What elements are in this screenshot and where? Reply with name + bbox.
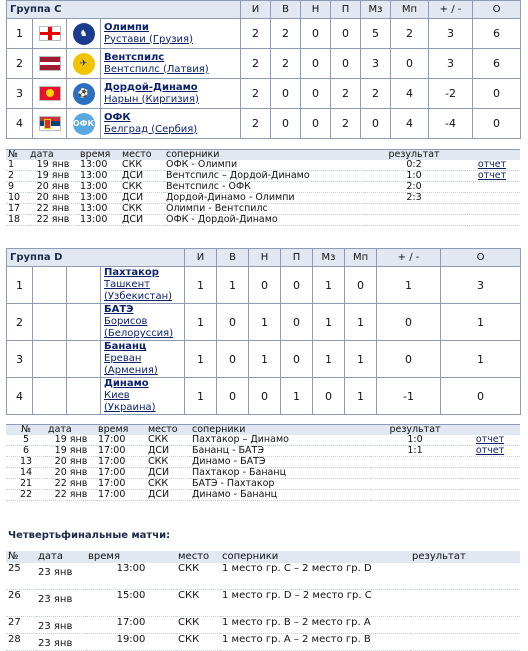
team-city-link[interactable]: Ташкент (Узбекистан) xyxy=(104,279,173,302)
stat: 0 xyxy=(271,79,301,109)
header-empty xyxy=(460,425,520,436)
stat: 0 xyxy=(249,267,281,304)
match-row xyxy=(6,215,520,226)
group-d-title: Группа D xyxy=(7,249,185,267)
club-logo-icon: ✈ xyxy=(73,53,95,75)
match-result: 2:0 xyxy=(364,182,464,193)
stat: -2 xyxy=(429,79,473,109)
matches-header xyxy=(6,150,520,161)
match-row xyxy=(6,171,520,182)
stat: 1 xyxy=(249,304,281,341)
stat: 3 xyxy=(429,49,473,79)
team-cell[interactable] xyxy=(101,109,241,139)
match-time: 17:00 xyxy=(86,617,176,634)
match-number: 10 xyxy=(6,193,28,204)
latvia-flag-icon xyxy=(39,56,61,71)
flag-cell xyxy=(33,341,67,378)
match-time: 13:00 xyxy=(78,193,120,204)
match-time: 13:00 xyxy=(86,563,176,590)
match-time: 13:00 xyxy=(78,204,120,215)
match-result xyxy=(370,468,460,479)
flag-cell xyxy=(33,378,67,415)
match-date: 23 янв xyxy=(36,634,86,651)
match-number: 1 xyxy=(6,160,28,171)
match-number: 18 xyxy=(6,215,28,226)
match-place: СКК xyxy=(120,182,164,193)
stat: 5 xyxy=(361,19,391,49)
stat: 0 xyxy=(377,304,441,341)
stat: -1 xyxy=(377,378,441,415)
club-logo-icon: ♞ xyxy=(73,23,95,45)
match-result xyxy=(370,457,460,468)
stat: 0 xyxy=(271,109,301,139)
col-header: П xyxy=(281,249,313,267)
header-n: № xyxy=(6,425,46,436)
match-row xyxy=(6,479,520,490)
match-place: ДСИ xyxy=(146,446,190,457)
header-time: время xyxy=(96,425,146,436)
team-name-link[interactable]: Вентспилс xyxy=(104,51,165,63)
match-rivals: ОФК - Олимпи xyxy=(164,160,364,171)
match-number: 14 xyxy=(6,468,46,479)
header-result: результат xyxy=(364,150,464,161)
match-time: 15:00 xyxy=(86,590,176,617)
group-c-title: Группа C xyxy=(7,1,241,19)
serbia-flag-icon xyxy=(39,116,61,131)
match-number: 9 xyxy=(6,182,28,193)
match-row xyxy=(6,435,520,446)
match-place: СКК xyxy=(176,563,220,590)
group-d-standings xyxy=(6,248,521,415)
header-result: результат xyxy=(410,551,520,563)
stat: 0 xyxy=(473,79,521,109)
match-date: 23 янв xyxy=(36,563,86,590)
position: 3 xyxy=(7,79,33,109)
col-header: И xyxy=(241,1,271,19)
match-date: 19 янв xyxy=(28,171,78,182)
table-row xyxy=(7,19,521,49)
team-cell[interactable] xyxy=(101,378,185,415)
match-date: 22 янв xyxy=(46,490,96,501)
header-rivals: соперники xyxy=(164,150,364,161)
stat: 2 xyxy=(241,109,271,139)
stat: 0 xyxy=(217,304,249,341)
match-rivals: 1 место гр. С – 2 место гр. D xyxy=(220,563,410,590)
stat: 0 xyxy=(301,109,331,139)
stat: 0 xyxy=(301,19,331,49)
report-link[interactable]: отчет xyxy=(475,445,505,456)
match-place: СКК xyxy=(120,204,164,215)
match-result: 0:2 xyxy=(364,160,464,171)
match-place: СКК xyxy=(146,479,190,490)
match-rivals: Пахтакор - Бананц xyxy=(190,468,370,479)
match-row xyxy=(6,590,520,617)
position: 3 xyxy=(7,341,33,378)
stat: 1 xyxy=(313,341,345,378)
logo-cell xyxy=(67,267,101,304)
table-row xyxy=(7,304,521,341)
stat: 1 xyxy=(441,341,521,378)
team-name-link[interactable]: БАТЭ xyxy=(104,304,134,315)
col-header: Мп xyxy=(391,1,429,19)
match-row xyxy=(6,457,520,468)
table-row xyxy=(7,341,521,378)
stat: 1 xyxy=(377,267,441,304)
team-cell[interactable] xyxy=(101,304,185,341)
table-row xyxy=(7,109,521,139)
stat: 0 xyxy=(441,378,521,415)
match-time: 17:00 xyxy=(96,435,146,446)
match-rivals: Вентспилс - ОФК xyxy=(164,182,364,193)
stat: 1 xyxy=(249,341,281,378)
match-result xyxy=(410,563,520,590)
match-place: СКК xyxy=(176,634,220,651)
stat: 2 xyxy=(241,49,271,79)
logo-cell xyxy=(67,341,101,378)
logo-cell xyxy=(67,304,101,341)
team-name-link[interactable]: ОФК xyxy=(104,111,131,123)
match-time: 17:00 xyxy=(96,457,146,468)
flag-cell xyxy=(33,267,67,304)
match-result xyxy=(364,204,464,215)
col-header: Мп xyxy=(345,249,377,267)
header-n: № xyxy=(6,551,36,563)
match-date: 19 янв xyxy=(28,160,78,171)
match-result xyxy=(370,490,460,501)
team-cell[interactable] xyxy=(101,267,185,304)
team-city-link[interactable]: Рустави (Грузия) xyxy=(104,33,193,45)
stat: 4 xyxy=(391,109,429,139)
team-cell[interactable] xyxy=(101,341,185,378)
match-number: 21 xyxy=(6,479,46,490)
stat: 2 xyxy=(331,109,361,139)
georgia-flag-icon xyxy=(39,26,61,41)
stat: 1 xyxy=(281,378,313,415)
col-header: Н xyxy=(301,1,331,19)
col-header: Н xyxy=(249,249,281,267)
match-result xyxy=(410,617,520,634)
stat: 2 xyxy=(241,79,271,109)
match-rivals: 1 место гр. В – 2 место гр. А xyxy=(220,617,410,634)
table-row xyxy=(7,378,521,415)
match-row xyxy=(6,634,520,651)
match-rivals: Динамо - Бананц xyxy=(190,490,370,501)
stat: 0 xyxy=(473,109,521,139)
stat: 3 xyxy=(429,19,473,49)
stat: 3 xyxy=(441,267,521,304)
col-header: И xyxy=(185,249,217,267)
match-time: 19:00 xyxy=(86,634,176,651)
header-time: время xyxy=(78,150,120,161)
match-row xyxy=(6,204,520,215)
match-rivals: Пахтакор – Динамо xyxy=(190,435,370,446)
stat: 1 xyxy=(441,304,521,341)
match-rivals: Вентспилс – Дордой-Динамо xyxy=(164,171,364,182)
group-c-standings xyxy=(6,0,521,139)
group-d-matches xyxy=(6,424,520,501)
stat: 1 xyxy=(313,304,345,341)
stat: 0 xyxy=(331,49,361,79)
stat: 0 xyxy=(301,79,331,109)
match-date: 22 янв xyxy=(28,215,78,226)
match-date: 22 янв xyxy=(46,479,96,490)
match-row xyxy=(6,160,520,171)
match-date: 23 янв xyxy=(36,617,86,634)
stat: 4 xyxy=(391,79,429,109)
match-time: 17:00 xyxy=(96,468,146,479)
stat: 0 xyxy=(281,267,313,304)
stat: 1 xyxy=(345,304,377,341)
kyrgyzstan-flag-icon xyxy=(39,86,61,101)
match-time: 13:00 xyxy=(78,215,120,226)
table-row xyxy=(7,49,521,79)
match-result: 1:0 xyxy=(370,435,460,446)
header-date: дата xyxy=(46,425,96,436)
stat: 1 xyxy=(345,378,377,415)
match-number: 22 xyxy=(6,490,46,501)
team-city-link[interactable]: Нарын (Киргизия) xyxy=(104,93,199,105)
team-name-link[interactable]: Пахтакор xyxy=(104,267,159,278)
group-c-matches xyxy=(6,149,520,226)
match-result: 2:3 xyxy=(364,193,464,204)
match-row xyxy=(6,468,520,479)
match-date: 20 янв xyxy=(46,457,96,468)
match-number: 26 xyxy=(6,590,36,617)
team-name-link[interactable]: Динамо xyxy=(104,378,149,389)
match-place: ДСИ xyxy=(146,468,190,479)
club-logo-icon: ⚽ xyxy=(73,83,95,105)
match-number: 13 xyxy=(6,457,46,468)
col-header: О xyxy=(473,1,521,19)
match-place: ДСИ xyxy=(120,215,164,226)
team-cell[interactable] xyxy=(101,49,241,79)
col-header: Мз xyxy=(361,1,391,19)
match-number: 28 xyxy=(6,634,36,651)
stat: 1 xyxy=(185,304,217,341)
match-date: 22 янв xyxy=(28,204,78,215)
col-header: В xyxy=(217,249,249,267)
stat: 1 xyxy=(185,267,217,304)
match-place: ДСИ xyxy=(146,490,190,501)
header-place: место xyxy=(146,425,190,436)
col-header: В xyxy=(271,1,301,19)
stat: 0 xyxy=(313,378,345,415)
match-rivals: Динамо - БАТЭ xyxy=(190,457,370,468)
match-rivals: БАТЭ - Пахтакор xyxy=(190,479,370,490)
col-header: + / - xyxy=(429,1,473,19)
stat: 6 xyxy=(473,49,521,79)
club-logo-icon: ОФК xyxy=(73,113,95,135)
col-header: + / - xyxy=(377,249,441,267)
col-header: П xyxy=(331,1,361,19)
flag-cell xyxy=(33,304,67,341)
match-time: 13:00 xyxy=(78,160,120,171)
position: 1 xyxy=(7,267,33,304)
stat: 0 xyxy=(391,49,429,79)
match-row xyxy=(6,182,520,193)
stat: -4 xyxy=(429,109,473,139)
stat: 0 xyxy=(249,378,281,415)
match-number: 5 xyxy=(6,435,46,446)
match-place: СКК xyxy=(146,435,190,446)
team-city-link[interactable]: Киев (Украина) xyxy=(104,390,156,413)
team-city-link[interactable]: Борисов (Белоруссия) xyxy=(104,316,174,339)
stat: 2 xyxy=(271,49,301,79)
match-result xyxy=(410,590,520,617)
match-place: СКК xyxy=(146,457,190,468)
stat: 1 xyxy=(185,341,217,378)
team-city-link[interactable]: Белград (Сербия) xyxy=(104,123,198,135)
match-result xyxy=(370,479,460,490)
stat: 2 xyxy=(241,19,271,49)
matches-header xyxy=(6,425,520,436)
match-result: 1:0 xyxy=(364,171,464,182)
header-rivals: соперники xyxy=(190,425,370,436)
team-name-link[interactable]: Олимпи xyxy=(104,21,149,33)
match-row xyxy=(6,617,520,634)
stat: 1 xyxy=(345,341,377,378)
stat: 0 xyxy=(361,109,391,139)
stat: 1 xyxy=(217,267,249,304)
match-row xyxy=(6,193,520,204)
team-name-link[interactable]: Дордой-Динамо xyxy=(104,81,198,93)
match-number: 17 xyxy=(6,204,28,215)
stat: 6 xyxy=(473,19,521,49)
report-link[interactable]: отчет xyxy=(475,435,505,445)
stat: 0 xyxy=(301,49,331,79)
match-time: 13:00 xyxy=(78,171,120,182)
match-date: 19 янв xyxy=(46,446,96,457)
header-place: место xyxy=(176,551,220,563)
header-rivals: соперники xyxy=(220,551,410,563)
match-rivals: ОФК - Дордой-Динамо xyxy=(164,215,364,226)
match-result xyxy=(410,634,520,651)
stat: 0 xyxy=(281,341,313,378)
match-row xyxy=(6,490,520,501)
stat: 2 xyxy=(331,79,361,109)
col-header: О xyxy=(441,249,521,267)
match-result: 1:1 xyxy=(370,446,460,457)
match-time: 17:00 xyxy=(96,446,146,457)
match-rivals: Дордой-Динамо - Олимпи xyxy=(164,193,364,204)
header-time: время xyxy=(86,551,176,563)
report-link[interactable]: отчет xyxy=(477,160,507,170)
team-cell[interactable] xyxy=(101,19,241,49)
position: 4 xyxy=(7,378,33,415)
team-city-link[interactable]: Вентспилс (Латвия) xyxy=(104,63,209,75)
match-rivals: Олимпи - Вентспилс xyxy=(164,204,364,215)
stat: 0 xyxy=(345,267,377,304)
match-date: 20 янв xyxy=(28,193,78,204)
stat: 3 xyxy=(361,49,391,79)
stat: 2 xyxy=(391,19,429,49)
match-number: 2 xyxy=(6,171,28,182)
position: 4 xyxy=(7,109,33,139)
match-place: СКК xyxy=(120,160,164,171)
stat: 0 xyxy=(217,378,249,415)
header-place: место xyxy=(120,150,164,161)
quarterfinals-title: Четвертьфинальные матчи: xyxy=(8,530,171,541)
match-number: 27 xyxy=(6,617,36,634)
position: 1 xyxy=(7,19,33,49)
col-header: Мз xyxy=(313,249,345,267)
match-row xyxy=(6,563,520,590)
team-name-link[interactable]: Бананц xyxy=(104,341,147,352)
match-result xyxy=(364,215,464,226)
match-rivals: Бананц - БАТЭ xyxy=(190,446,370,457)
team-cell[interactable] xyxy=(101,79,241,109)
table-row xyxy=(7,267,521,304)
position: 2 xyxy=(7,49,33,79)
stat: 0 xyxy=(331,19,361,49)
quarterfinals-table xyxy=(6,551,520,651)
stat: 1 xyxy=(185,378,217,415)
match-date: 20 янв xyxy=(28,182,78,193)
match-place: СКК xyxy=(176,617,220,634)
match-date: 23 янв xyxy=(36,590,86,617)
match-rivals: 1 место гр. D – 2 место гр. C xyxy=(220,590,410,617)
stat: 0 xyxy=(217,341,249,378)
match-row xyxy=(6,446,520,457)
stat: 2 xyxy=(361,79,391,109)
stat: 0 xyxy=(377,341,441,378)
stat: 0 xyxy=(281,304,313,341)
header-n: № xyxy=(6,150,28,161)
match-time: 13:00 xyxy=(78,182,120,193)
match-rivals: 1 место гр. А – 2 место гр. В xyxy=(220,634,410,651)
match-number: 25 xyxy=(6,563,36,590)
stat: 2 xyxy=(271,19,301,49)
report-link[interactable]: отчет xyxy=(477,170,507,181)
table-row xyxy=(7,79,521,109)
match-date: 19 янв xyxy=(46,435,96,446)
logo-cell xyxy=(67,378,101,415)
match-place: ДСИ xyxy=(120,193,164,204)
header-date: дата xyxy=(28,150,78,161)
match-place: ДСИ xyxy=(120,171,164,182)
header-date: дата xyxy=(36,551,86,563)
match-number: 6 xyxy=(6,446,46,457)
stat: 1 xyxy=(313,267,345,304)
header-result: результат xyxy=(370,425,460,436)
match-place: СКК xyxy=(176,590,220,617)
match-time: 17:00 xyxy=(96,479,146,490)
match-time: 17:00 xyxy=(96,490,146,501)
match-date: 20 янв xyxy=(46,468,96,479)
team-city-link[interactable]: Ереван (Армения) xyxy=(104,353,158,376)
matches-header xyxy=(6,551,520,563)
position: 2 xyxy=(7,304,33,341)
header-empty xyxy=(464,150,520,161)
